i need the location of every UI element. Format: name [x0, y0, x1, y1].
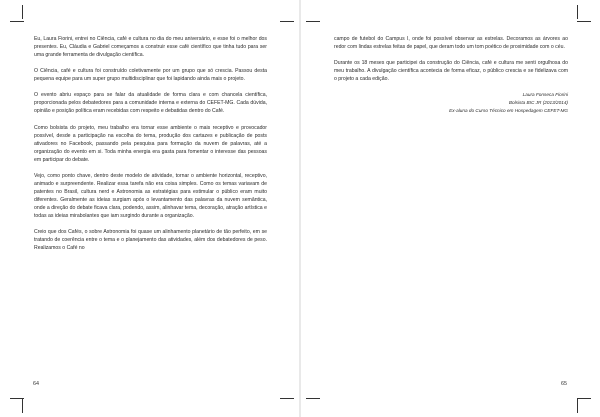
signature-affiliation: Ex-aluna do Curso Técnico em Hospedagem CEFET-MG	[449, 108, 568, 114]
paragraph: Creio que dos Cafés, o sobre Astronomia foi quase um alinhamento planetário de tão perfeito, em se tratando de coerência entre o tema e o planejamento das atividades, além dos debatedores de peso. Realizamos o Café no	[34, 229, 267, 252]
left-page-text	[34, 35, 267, 260]
right-page-text	[334, 35, 568, 115]
page-number-left: 64	[33, 381, 39, 387]
crop-mark	[306, 21, 320, 22]
crop-mark	[577, 21, 591, 22]
signature-block	[334, 91, 568, 115]
crop-mark	[280, 398, 294, 399]
paragraph: campo de futebol do Campus I, onde foi possível observar as estrelas. Decoramos as árvores ao redor com lindas estrelas feitas de papel, que deram todo um tom poético de proximidade com o céu.	[334, 36, 568, 51]
paragraph: Durante os 18 meses que participei da construção do Ciência, café e cultura me senti orgulhosa do meu trabalho. A divulgação científica acontecia de forma eficaz, o público crescia e se fidelizava com o projeto a cada edição.	[334, 60, 568, 83]
signature-role: Bolsista BIC JR (2013/2014)	[508, 100, 568, 106]
crop-mark	[280, 21, 294, 22]
crop-mark	[577, 399, 578, 413]
paragraph: Como bolsista do projeto, meu trabalho era tornar esse ambiente o mais receptivo e provocador possível, desde a participação na escolha do tema, produção dos cartazes e publicação de posts ativadores no Facebook, passando pela pesquisa para formação da nuvem de palavras, até a organização do evento em si. Toda minha energia era gasta para fomentar o interesse das pessoas em participar do debate.	[34, 124, 267, 163]
crop-mark	[10, 21, 24, 22]
crop-mark	[577, 398, 591, 399]
paragraph: Eu, Laura Fiorini, entrei no Ciência, café e cultura no dia do meu aniversário, e esse foi o melhor dos presentes. Eu, Cláudia e Gabriel começamos a construir esse café científico que tinha tudo para ser uma grande ferramenta de divulgação científica.	[34, 36, 267, 59]
crop-mark	[306, 398, 320, 399]
page-number-right: 65	[561, 381, 567, 387]
paragraph: O evento abriu espaço para se falar da atualidade de forma clara e com chancela científica, proporcionada pelos debatedores para a comunidade interna e externa do CEFET-MG. Cada dúvida, opinião e posição política eram recebidas com respeito e debatidas dentro do Café.	[34, 92, 267, 115]
crop-mark	[577, 5, 578, 19]
crop-mark	[22, 399, 23, 413]
paragraph: O Ciência, café e cultura foi construído coletivamente por um grupo que só crescia. Passou desta pequena equipe para um super grupo multidisciplinar que foi lapidando ainda mais o projeto.	[34, 68, 267, 83]
signature-name: Laura Fonseca Fiorini	[522, 92, 568, 98]
paragraph: Vejo, como ponto chave, dentro deste modelo de atividade, tornar o ambiente horizontal, receptivo, animado e surpreendente. Realizar essa tarefa não era coisa simples. Como os temas variavam de patentes no Brasil, cultura nerd e Astronomia as estratégias para estimular o público eram muito diferentes. Geralmente as ideias surgiam após o levantamento das palavras da nuvem semântica, onde a direção do debate ficava clara, podendo, assim, alinhavar tema, decoração, atração artística e todas as ideias mirabolantes que iam surgindo durante a organização.	[34, 172, 267, 220]
crop-mark	[22, 5, 23, 19]
